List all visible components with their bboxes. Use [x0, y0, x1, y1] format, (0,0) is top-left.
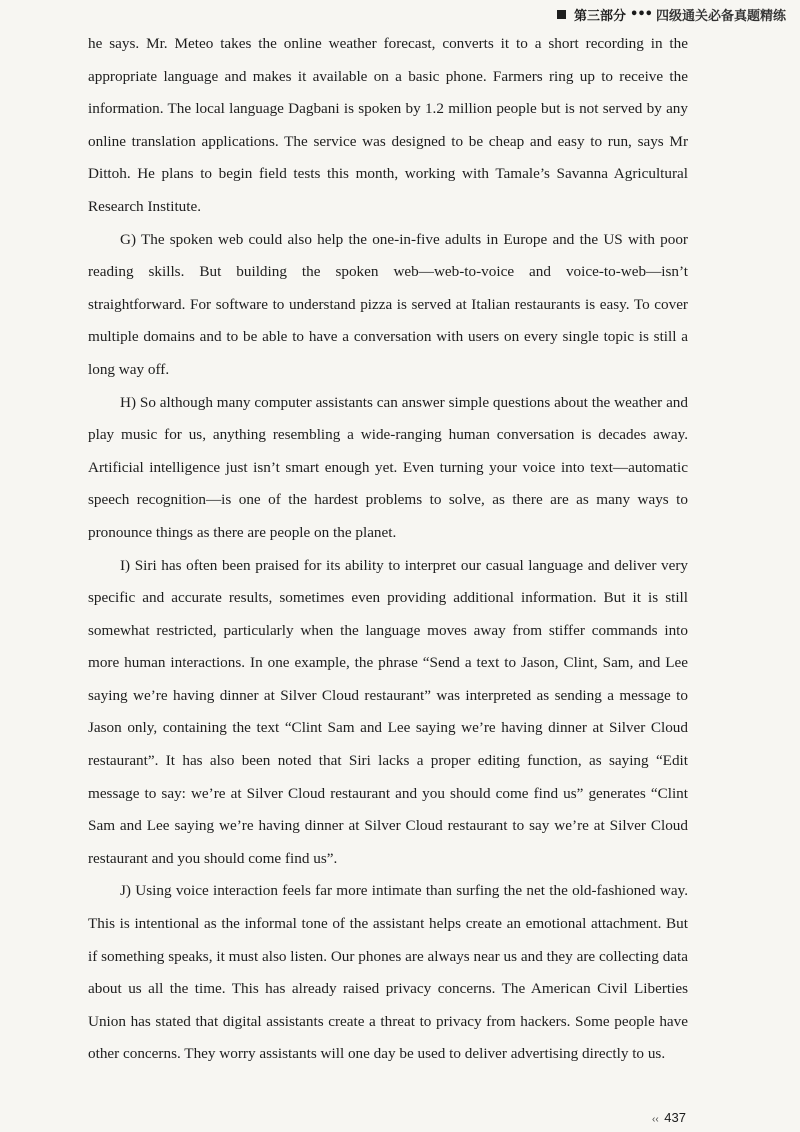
paragraph-g: G) The spoken web could also help the one-in-five adults in Europe and the US with poor reading skills. But building the spoken web—web-to-voice and voice-to-web—isn’t straightforward. For software to understand pizza is served at Italian restaurants is easy. To cover multiple domains and to be able to have a conversation with users on every single topic is still a long way off.: [88, 230, 688, 378]
header-section: 第三部分: [574, 8, 627, 24]
paragraph-f-continued: he says. Mr. Meteo takes the online weather forecast, converts it to a short recording in the appropriate language and makes it available on a basic phone. Farmers ring up to receive the information. The local language Dagbani is spoken by 1.2 million people but is not served by any online translation applications. The service was designed to be cheap and easy to run, says Mr Dittoh. He plans to begin field tests this month, working with Tamale’s Savanna Agricultural Research Institute.: [88, 35, 688, 215]
running-header: [557, 4, 786, 24]
header-dots: •••: [630, 6, 652, 22]
footer-marks: ‹‹: [652, 1114, 659, 1125]
page-body: [88, 28, 688, 1071]
page-footer: [652, 1110, 686, 1125]
page-number: 437: [664, 1110, 686, 1125]
header-book-title: 四级通关必备真题精练: [655, 8, 786, 24]
paragraph-i: I) Siri has often been praised for its ability to interpret our casual language and deliver very specific and accurate results, sometimes even providing additional information. But it is still somewhat restricted, particularly when the language moves away from stiffer commands into more human interactions. In one example, the phrase “Send a text to Jason, Clint, Sam, and Lee saying we’re having dinner at Silver Cloud restaurant” was interpreted as sending a message to Jason only, containing the text “Clint Sam and Lee saying we’re having dinner at Silver Cloud restaurant”. It has also been noted that Siri lacks a proper editing function, as saying “Edit message to say: we’re at Silver Cloud restaurant and you should come find us” generates “Clint Sam and Lee saying we’re having dinner at Silver Cloud restaurant to say we’re at Silver Cloud restaurant and you should come find us”.: [88, 556, 688, 867]
paragraph-h: H) So although many computer assistants can answer simple questions about the weather and play music for us, anything resembling a wide-ranging human conversation is decades away. Artificial intelligence just isn’t smart enough yet. Even turning your voice into text—automatic speech recognition—is one of the hardest problems to solve, as there are as many ways to pronounce things as there are people on the planet.: [88, 393, 688, 541]
square-bullet-icon: [557, 10, 566, 19]
paragraph-j: J) Using voice interaction feels far more intimate than surfing the net the old-fashioned way. This is intentional as the informal tone of the assistant helps create an emotional attachment. But if something speaks, it must also listen. Our phones are always near us and they are collecting data about us all the time. This has already raised privacy concerns. The American Civil Liberties Union has stated that digital assistants create a threat to privacy from hackers. Some people have other concerns. They worry assistants will one day be used to deliver advertising directly to us.: [88, 882, 688, 1063]
